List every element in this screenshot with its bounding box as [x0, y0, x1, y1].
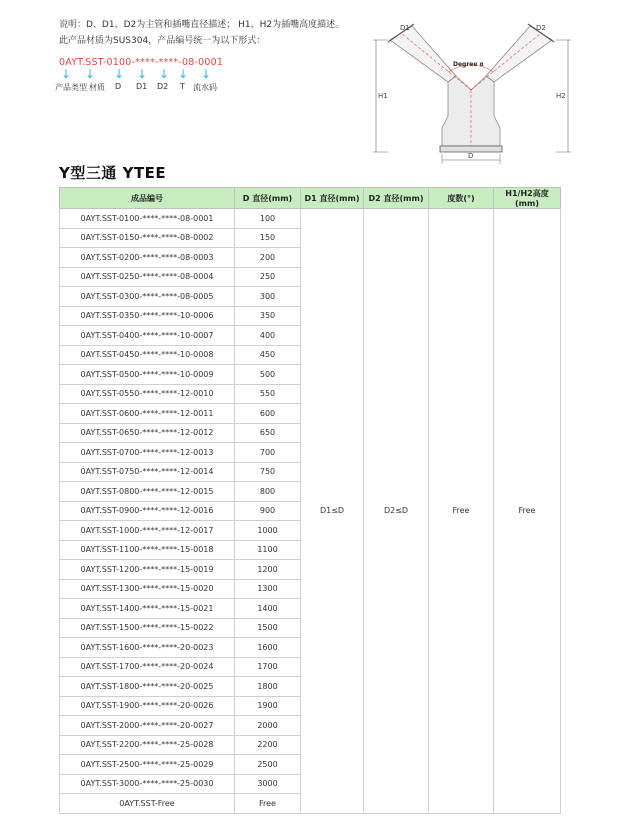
cell-product-code: 0AYT.SST-1700-****-****-20-0024 — [60, 657, 235, 677]
cell-d: 1400 — [235, 599, 301, 619]
code-arrows — [59, 68, 259, 82]
section-title: Y型三通 YTEE — [59, 164, 167, 182]
cell-d: 1300 — [235, 579, 301, 599]
cell-product-code: 0AYT.SST-0600-****-****-12-0011 — [60, 404, 235, 424]
cell-product-code: 0AYT.SST-2500-****-****-25-0029 — [60, 755, 235, 775]
cell-d: 1800 — [235, 677, 301, 697]
diagram-label-h2: H2 — [556, 92, 566, 100]
cell-d: 1000 — [235, 521, 301, 541]
cell-d: 650 — [235, 423, 301, 443]
cell-product-code: 0AYT.SST-0800-****-****-12-0015 — [60, 482, 235, 502]
cell-product-code: 0AYT.SST-0650-****-****-12-0012 — [60, 423, 235, 443]
cell-d: 600 — [235, 404, 301, 424]
cell-product-code: 0AYT.SST-1800-****-****-20-0025 — [60, 677, 235, 697]
cell-d: 900 — [235, 501, 301, 521]
cell-d2: D2≤D — [364, 209, 429, 814]
y-tee-diagram — [370, 18, 575, 168]
cell-d: 400 — [235, 326, 301, 346]
diagram-label-degree: Degree α — [453, 61, 484, 68]
cell-d: 2000 — [235, 716, 301, 736]
down-arrow-icon: ↓ — [114, 67, 125, 81]
table-row — [60, 209, 561, 229]
diagram-label-h1: H1 — [378, 92, 388, 100]
cell-product-code: 0AYT.SST-0750-****-****-12-0014 — [60, 462, 235, 482]
cell-d: 2500 — [235, 755, 301, 775]
header-d: D 直径(mm) — [235, 188, 301, 209]
cell-product-code: 0AYT.SST-0400-****-****-10-0007 — [60, 326, 235, 346]
down-arrow-icon: ↓ — [178, 67, 189, 81]
down-arrow-icon: ↓ — [85, 67, 96, 81]
cell-product-code: 0AYT.SST-0150-****-****-08-0002 — [60, 228, 235, 248]
cell-d: 350 — [235, 306, 301, 326]
table-header-row — [60, 188, 561, 209]
cell-d: 1700 — [235, 657, 301, 677]
legend-serial: 流水码 — [193, 83, 217, 92]
down-arrow-icon: ↓ — [137, 67, 148, 81]
cell-d: 100 — [235, 209, 301, 229]
cell-product-code: 0AYT.SST-3000-****-****-25-0030 — [60, 774, 235, 794]
cell-d: 800 — [235, 482, 301, 502]
cell-product-code: 0AYT.SST-0900-****-****-12-0016 — [60, 501, 235, 521]
cell-product-code: 0AYT.SST-0200-****-****-08-0003 — [60, 248, 235, 268]
cell-d: 1200 — [235, 560, 301, 580]
header-degree: 度数(°) — [429, 188, 494, 209]
cell-product-code: 0AYT.SST-1000-****-****-12-0017 — [60, 521, 235, 541]
cell-product-code: 0AYT.SST-0300-****-****-08-0005 — [60, 287, 235, 307]
cell-d: 550 — [235, 384, 301, 404]
cell-product-code: 0AYT.SST-1200-****-****-15-0019 — [60, 560, 235, 580]
cell-d: 700 — [235, 443, 301, 463]
header-d1: D1 直径(mm) — [301, 188, 364, 209]
cell-product-code: 0AYT.SST-1500-****-****-15-0022 — [60, 618, 235, 638]
cell-product-code: 0AYT.SST-0500-****-****-10-0009 — [60, 365, 235, 385]
cell-d: 250 — [235, 267, 301, 287]
cell-product-code: 0AYT.SST-0450-****-****-10-0008 — [60, 345, 235, 365]
code-format: 0AYT.SST-0100-****-****-08-0001 — [59, 57, 224, 68]
cell-product-code: 0AYT.SST-1900-****-****-20-0026 — [60, 696, 235, 716]
intro-line-2: 此产品材质为SUS304，产品编号统一为以下形式： — [59, 36, 266, 46]
down-arrow-icon: ↓ — [201, 67, 212, 81]
cell-d: Free — [235, 794, 301, 814]
cell-d: 1900 — [235, 696, 301, 716]
cell-d: 750 — [235, 462, 301, 482]
cell-height: Free — [494, 209, 561, 814]
diagram-label-d1: D1 — [400, 24, 410, 32]
intro-text — [59, 17, 344, 49]
cell-product-code: 0AYT.SST-2000-****-****-20-0027 — [60, 716, 235, 736]
cell-d: 300 — [235, 287, 301, 307]
cell-d: 150 — [235, 228, 301, 248]
cell-product-code: 0AYT.SST-0550-****-****-12-0010 — [60, 384, 235, 404]
diagram-label-d: D — [468, 152, 474, 160]
legend-product-type: 产品类型 — [55, 83, 87, 92]
down-arrow-icon: ↓ — [61, 67, 72, 81]
cell-d: 500 — [235, 365, 301, 385]
header-height: H1/H2高度(mm) — [494, 188, 561, 209]
legend-d2: D2 — [157, 82, 169, 91]
intro-line-1: 说明：D、D1、D2为主管和插嘴直径描述； H1、H2为插嘴高度描述。 — [59, 20, 345, 30]
cell-d: 1500 — [235, 618, 301, 638]
cell-product-code: 0AYT.SST-1400-****-****-15-0021 — [60, 599, 235, 619]
spec-table — [59, 187, 561, 814]
cell-product-code: 0AYT.SST-1100-****-****-15-0018 — [60, 540, 235, 560]
cell-product-code: 0AYT.SST-0700-****-****-12-0013 — [60, 443, 235, 463]
cell-d: 1600 — [235, 638, 301, 658]
diagram-label-d2: D2 — [536, 24, 546, 32]
header-product-code: 成品编号 — [60, 188, 235, 209]
cell-d: 2200 — [235, 735, 301, 755]
cell-degree: Free — [429, 209, 494, 814]
cell-d: 3000 — [235, 774, 301, 794]
cell-d: 1100 — [235, 540, 301, 560]
legend-d: D — [115, 82, 122, 91]
cell-d: 200 — [235, 248, 301, 268]
cell-product-code: 0AYT.SST-1300-****-****-15-0020 — [60, 579, 235, 599]
cell-product-code: 0AYT.SST-2200-****-****-25-0028 — [60, 735, 235, 755]
legend-d1: D1 — [136, 82, 148, 91]
cell-product-code: 0AYT.SST-1600-****-****-20-0023 — [60, 638, 235, 658]
down-arrow-icon: ↓ — [159, 67, 170, 81]
cell-product-code: 0AYT.SST-0250-****-****-08-0004 — [60, 267, 235, 287]
cell-d: 450 — [235, 345, 301, 365]
cell-product-code: 0AYT.SST-Free — [60, 794, 235, 814]
header-d2: D2 直径(mm) — [364, 188, 429, 209]
legend-material: 材质 — [89, 83, 105, 92]
cell-product-code: 0AYT.SST-0100-****-****-08-0001 — [60, 209, 235, 229]
cell-d1: D1≤D — [301, 209, 364, 814]
cell-product-code: 0AYT.SST-0350-****-****-10-0006 — [60, 306, 235, 326]
legend-t: T — [180, 82, 185, 91]
